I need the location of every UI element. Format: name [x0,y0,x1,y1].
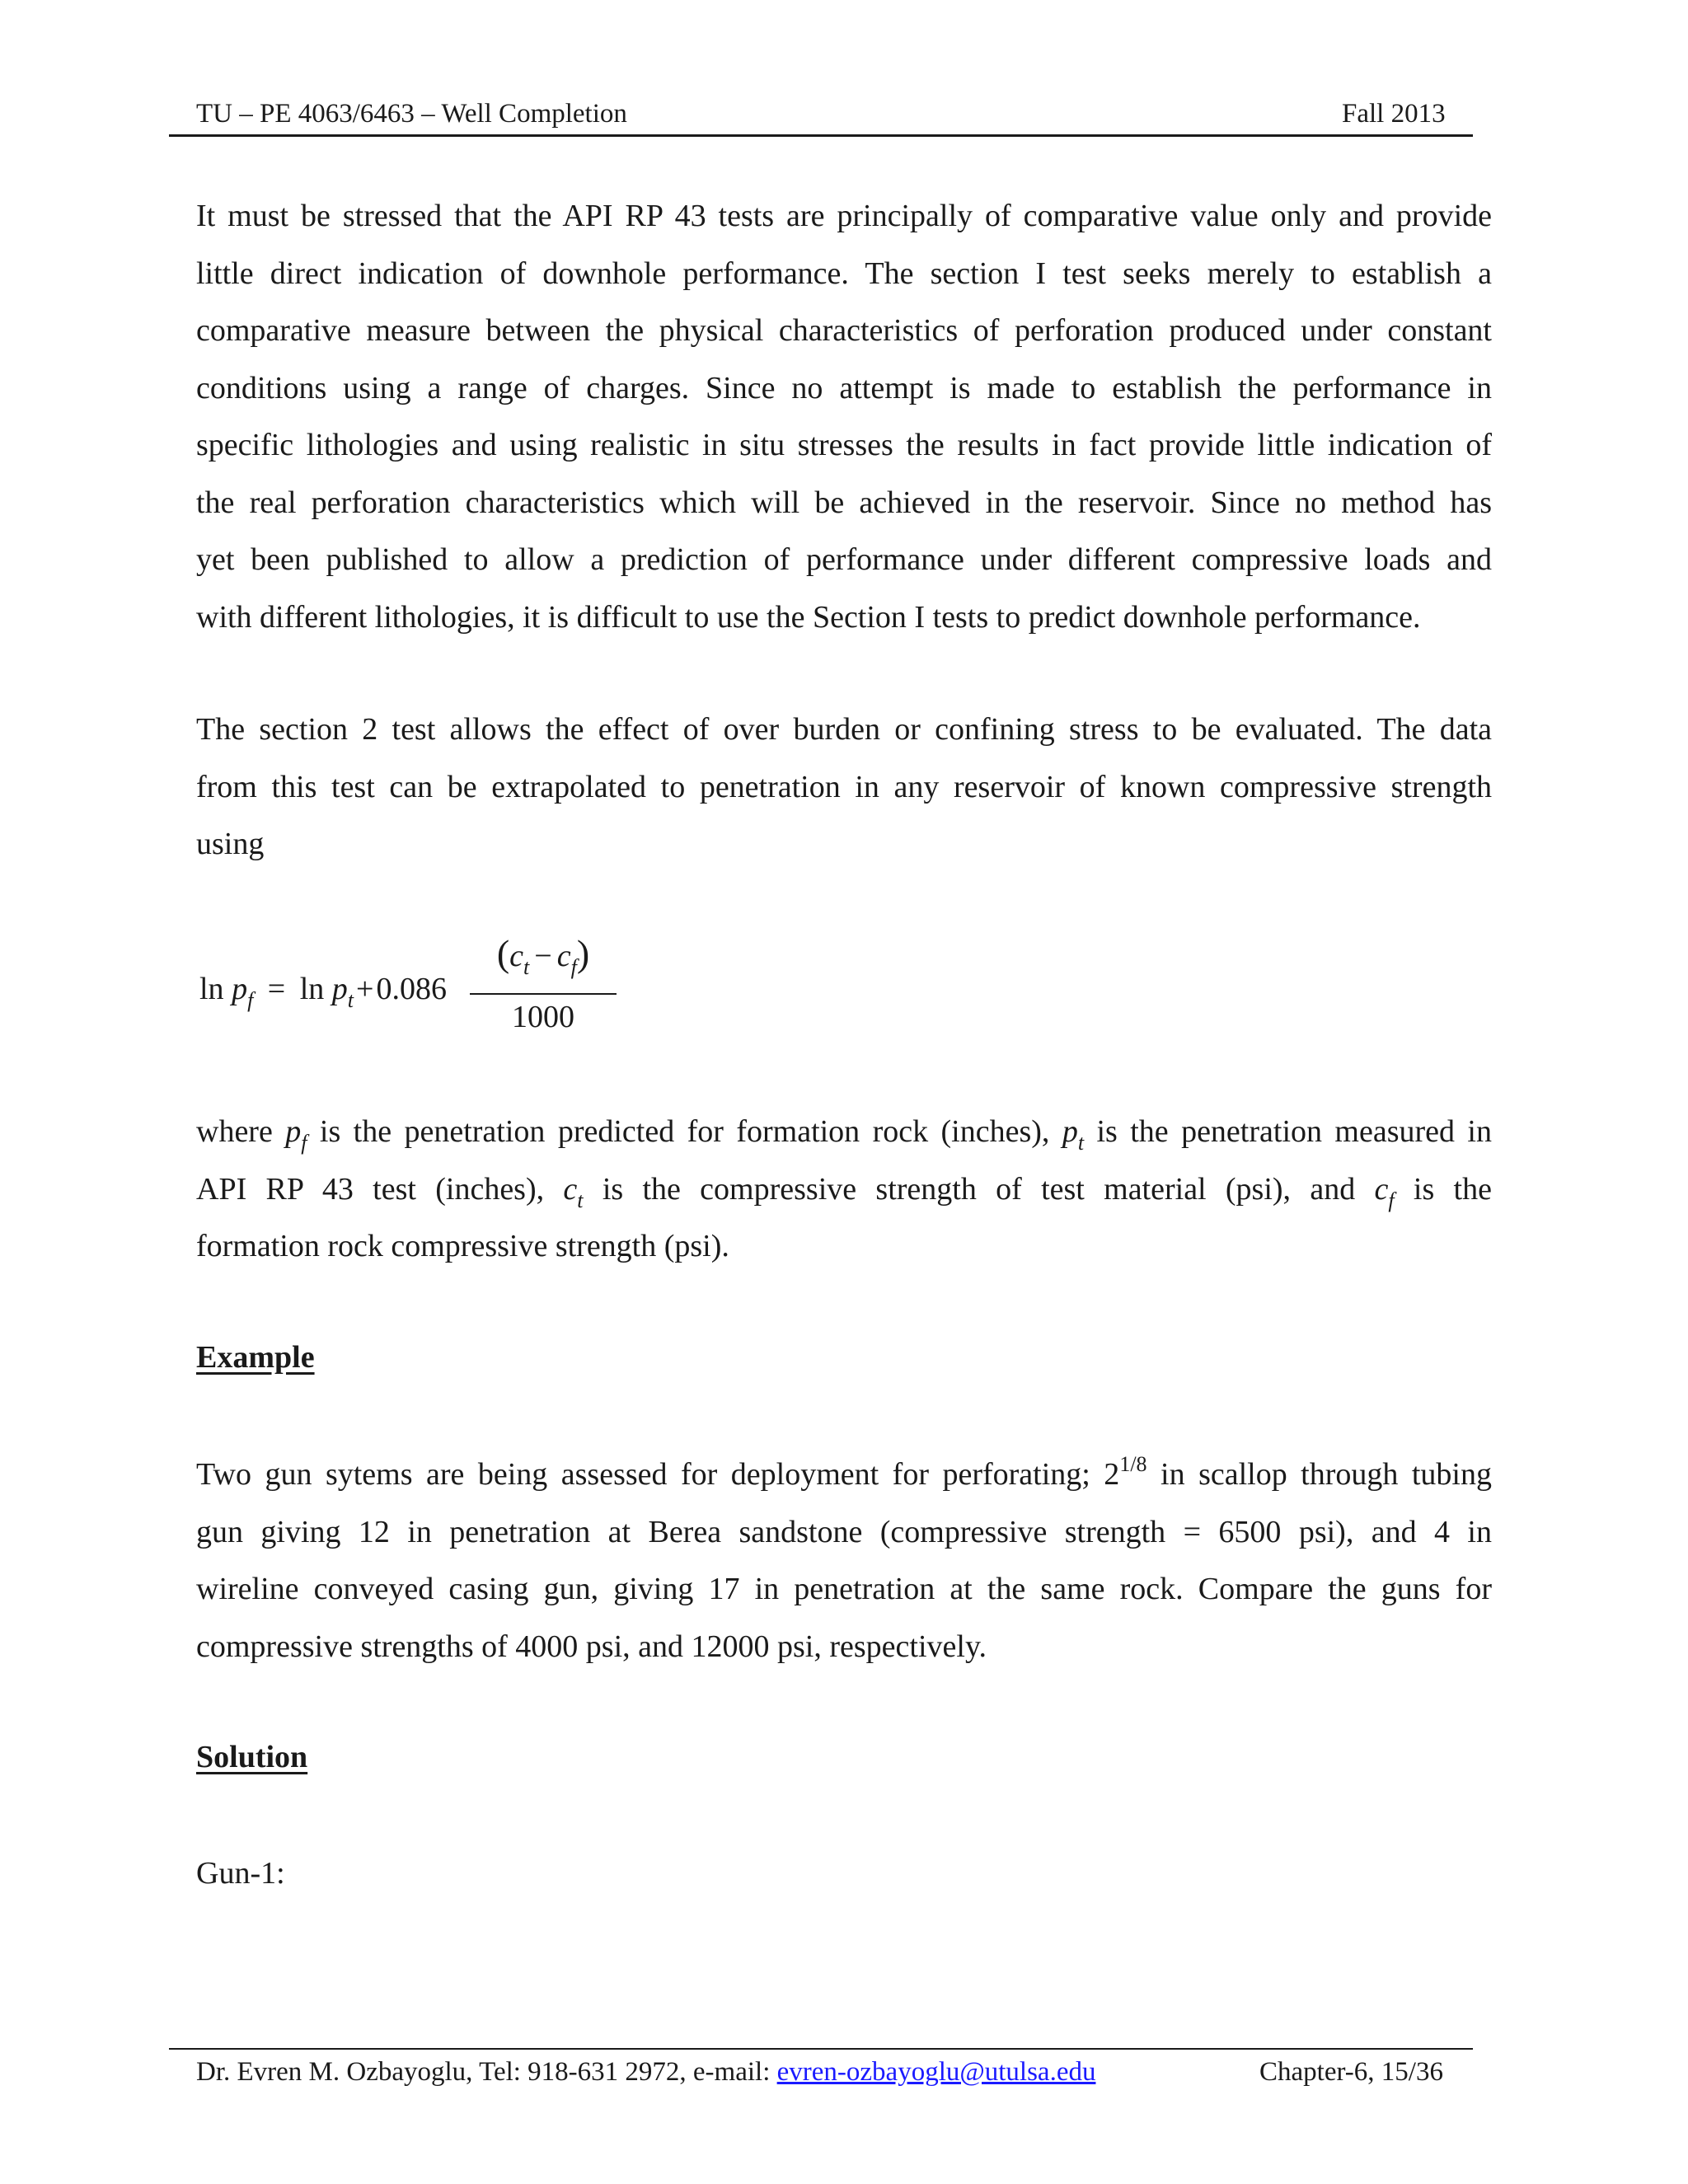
paragraph-section2-test [196,701,1492,874]
paragraph-variable-definitions [196,1104,1492,1276]
eq-operator: − [534,939,552,973]
var-subscript: t [1077,1131,1085,1155]
var-ct: c [563,1171,578,1207]
equation-denominator: 1000 [512,1000,574,1034]
fraction-bar [470,993,617,995]
paragraph-api-rp43 [196,188,1492,646]
eq-coefficient: 0.086 [376,972,447,1006]
header-term: Fall 2013 [1342,99,1446,129]
eq-operator: = [267,972,286,1006]
text-run: is the penetration measured in [1084,1114,1492,1149]
text-run: is the penetration predicted for formation rock (inches), [307,1114,1062,1149]
footer-page-number: Chapter-6, 15/36 [1259,2057,1443,2087]
paragraph-line: using [196,827,265,861]
text-run: where [196,1114,286,1149]
paragraph-line: from this test can be extrapolated to penetration in any reservoir of known compressive strength [196,769,1492,804]
eq-subscript: f [570,955,577,979]
paragraph-line: specific lithologies and using realistic in situ stresses the results in fact provide little indication of [196,428,1492,462]
paragraph-line: comparative measure between the physical characteristics of perforation produced under constant [196,313,1492,348]
text-run: is the compressive strength of test material (psi), and [583,1171,1375,1207]
footer-contact-text: Dr. Evren M. Ozbayoglu, Tel: 918-631 2972, e-mail: [196,2057,777,2087]
email-link[interactable]: evren-ozbayoglu@utulsa.edu [776,2057,1096,2087]
eq-ln: ln [199,972,224,1006]
fraction-superscript: 1/8 [1119,1452,1147,1476]
footer-author [196,2055,1095,2088]
penetration-equation [198,931,626,1047]
paragraph-line: formation rock compressive strength (psi). [196,1229,729,1263]
paragraph-line: It must be stressed that the API RP 43 tests are principally of comparative value only and provide [196,199,1492,233]
gun1-label: Gun-1: [196,1856,285,1891]
eq-var: p [331,972,348,1006]
eq-subscript: f [247,988,254,1012]
example-heading: Example [196,1340,315,1375]
eq-operator: + [356,972,374,1006]
var-subscript: f [301,1131,307,1155]
paragraph-line: with different lithologies, it is difficult to use the Section I tests to predict downhole performance. [196,599,1421,635]
solution-heading: Solution [196,1740,308,1774]
eq-subscript: t [347,988,354,1012]
paragraph-line: The section 2 test allows the effect of over burden or confining stress to be evaluated. The data [196,712,1492,747]
var-pf: p [285,1114,302,1149]
var-pt: p [1062,1114,1078,1149]
paragraph-line: gun giving 12 in penetration at Berea sandstone (compressive strength = 6500 psi), and 4 in [196,1514,1492,1549]
paragraph-line [196,1104,1492,1161]
eq-paren: ) [576,932,590,974]
equation-lhs [199,971,447,1012]
eq-paren: ( [496,932,510,974]
eq-subscript: t [523,955,530,979]
text-run: API RP 43 test (inches), [196,1171,564,1207]
text-run: Two gun sytems are being assessed for deployment for perforating; 2 [196,1457,1120,1492]
footer-rule [169,2048,1473,2050]
equation-numerator [468,931,618,979]
var-cf: c [1374,1171,1389,1207]
paragraph-line [196,1446,1492,1504]
paragraph-line: yet been published to allow a prediction of performance under different compressive loads and [196,542,1492,577]
header-rule [169,134,1473,137]
paragraph-line: wireline conveyed casing gun, giving 17 in penetration at the same rock. Compare the guns for [196,1572,1492,1606]
paragraph-line [196,1161,1492,1219]
header-course-title: TU – PE 4063/6463 – Well Completion [196,99,627,129]
var-subscript: t [577,1188,584,1212]
paragraph-line: little direct indication of downhole performance. The section I test seeks merely to establish a [196,255,1492,291]
paragraph-line: the real perforation characteristics which will be achieved in the reservoir. Since no method has [196,485,1492,520]
paragraph-example [196,1446,1492,1675]
text-run: in scallop through tubing [1146,1457,1492,1492]
eq-ln: ln [299,972,325,1006]
eq-var: p [232,972,248,1006]
paragraph-line: compressive strengths of 4000 psi, and 12000 psi, respectively. [196,1629,987,1664]
text-run: is the [1394,1171,1492,1207]
var-subscript: f [1388,1188,1395,1212]
paragraph-line: conditions using a range of charges. Since no attempt is made to establish the performance in [196,370,1492,405]
eq-var: c [556,939,571,973]
eq-var: c [509,939,524,973]
